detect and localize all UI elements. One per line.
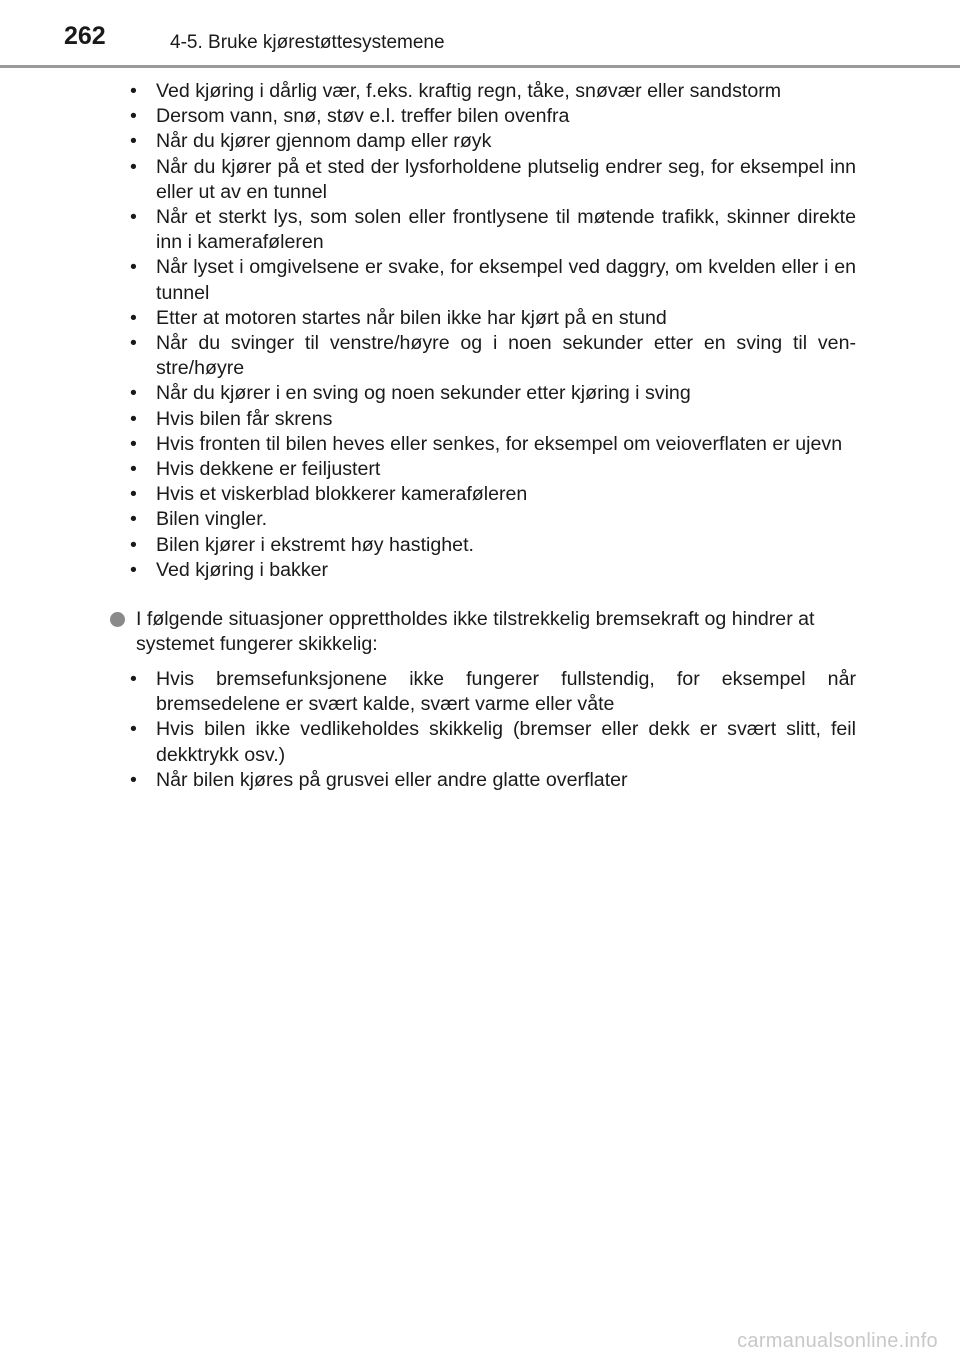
list-item-text: Hvis bilen får skrens	[156, 407, 333, 430]
bullet-icon: •	[130, 407, 137, 430]
bullet-icon: •	[130, 80, 137, 102]
section-title: 4-5. Bruke kjørestøttesystemene	[170, 32, 445, 53]
bullet-icon: •	[130, 105, 137, 128]
conditions-list	[130, 79, 856, 583]
bullet-icon: •	[130, 668, 137, 690]
list-item	[130, 533, 856, 558]
list-item	[130, 407, 856, 432]
watermark: carmanualsonline.info	[737, 1330, 938, 1352]
list-item-text: Når du kjører på et sted der lysforholdene plutselig endrer seg, for eksempel inn eller ut av en tunnel	[156, 155, 856, 203]
list-item	[130, 381, 856, 406]
bullet-icon: •	[130, 130, 137, 153]
list-item-text: Dersom vann, snø, støv e.l. treffer bilen ovenfra	[156, 105, 570, 128]
list-item-text: Hvis dekkene er feiljustert	[156, 458, 381, 481]
header-rule	[0, 65, 960, 68]
note-text: I følgende situasjoner opprettholdes ikke tilstrekkelig bremsekraft og hindrer at systemet fungerer skikkelig:	[136, 608, 815, 656]
list-item-text: Ved kjøring i dårlig vær, f.eks. kraftig regn, tåke, snøvær eller sandstorm	[156, 80, 782, 102]
bullet-icon: •	[130, 508, 137, 531]
list-item	[130, 79, 856, 104]
list-item	[130, 104, 856, 129]
list-item-text: Hvis bilen ikke vedlikeholdes skikkelig (bremser eller dekk er svært slitt, feil dekktrykk osv.)	[156, 718, 856, 766]
list-item-text: Når du svinger til venstre/høyre og i noen sekunder etter en sving til ven-stre/høyre	[156, 332, 856, 380]
list-item-text: Hvis et viskerblad blokkerer kameraføleren	[156, 483, 528, 506]
circle-bullet-icon	[110, 612, 125, 627]
list-item-text: Bilen kjører i ekstremt høy hastighet.	[156, 533, 474, 556]
page-number: 262	[64, 22, 106, 50]
list-item	[130, 255, 856, 305]
page-header	[0, 0, 960, 53]
list-item-text: Når du kjører gjennom damp eller røyk	[156, 130, 492, 153]
bullet-icon: •	[130, 206, 137, 229]
list-item-text: Når du kjører i en sving og noen sekunder etter kjøring i sving	[156, 382, 691, 405]
list-item	[130, 457, 856, 482]
bullet-icon: •	[130, 558, 137, 581]
bullet-icon: •	[130, 718, 137, 741]
list-item	[130, 667, 856, 717]
list-item	[130, 507, 856, 532]
brake-conditions-list	[130, 667, 856, 793]
bullet-icon: •	[130, 432, 137, 455]
list-item	[130, 558, 856, 583]
list-item-text: Hvis fronten til bilen heves eller senkes, for eksempel om veioverflaten er ujevn	[156, 432, 843, 455]
list-item	[130, 205, 856, 255]
list-item	[130, 768, 856, 793]
list-item	[130, 482, 856, 507]
list-item	[130, 432, 856, 457]
bullet-icon: •	[130, 332, 137, 355]
list-item	[130, 331, 856, 381]
bullet-icon: •	[130, 533, 137, 556]
list-item	[130, 155, 856, 205]
list-item-text: Når bilen kjøres på grusvei eller andre glatte overflater	[156, 768, 628, 791]
list-item-text: Ved kjøring i bakker	[156, 558, 329, 581]
bullet-icon: •	[130, 382, 137, 405]
list-item-text: Når lyset i omgivelsene er svake, for eksempel ved daggry, om kvelden eller i en tunnel	[156, 256, 856, 304]
list-item	[130, 306, 856, 331]
list-item	[130, 717, 856, 767]
list-item-text: Hvis bremsefunksjonene ikke fungerer fullstendig, for eksempel når bremsedelene er svært kalde, svært varme eller våte	[156, 668, 856, 716]
list-item	[130, 129, 856, 154]
bullet-icon: •	[130, 155, 137, 178]
bullet-icon: •	[130, 768, 137, 791]
bullet-icon: •	[130, 256, 137, 279]
brake-force-note	[110, 607, 862, 657]
bullet-icon: •	[130, 483, 137, 506]
bullet-icon: •	[130, 458, 137, 481]
list-item-text: Bilen vingler.	[156, 508, 268, 531]
bullet-icon: •	[130, 306, 137, 329]
list-item-text: Når et sterkt lys, som solen eller frontlysene til møtende trafikk, skinner direkte inn i kameraføleren	[156, 206, 856, 254]
list-item-text: Etter at motoren startes når bilen ikke har kjørt på en stund	[156, 306, 667, 329]
